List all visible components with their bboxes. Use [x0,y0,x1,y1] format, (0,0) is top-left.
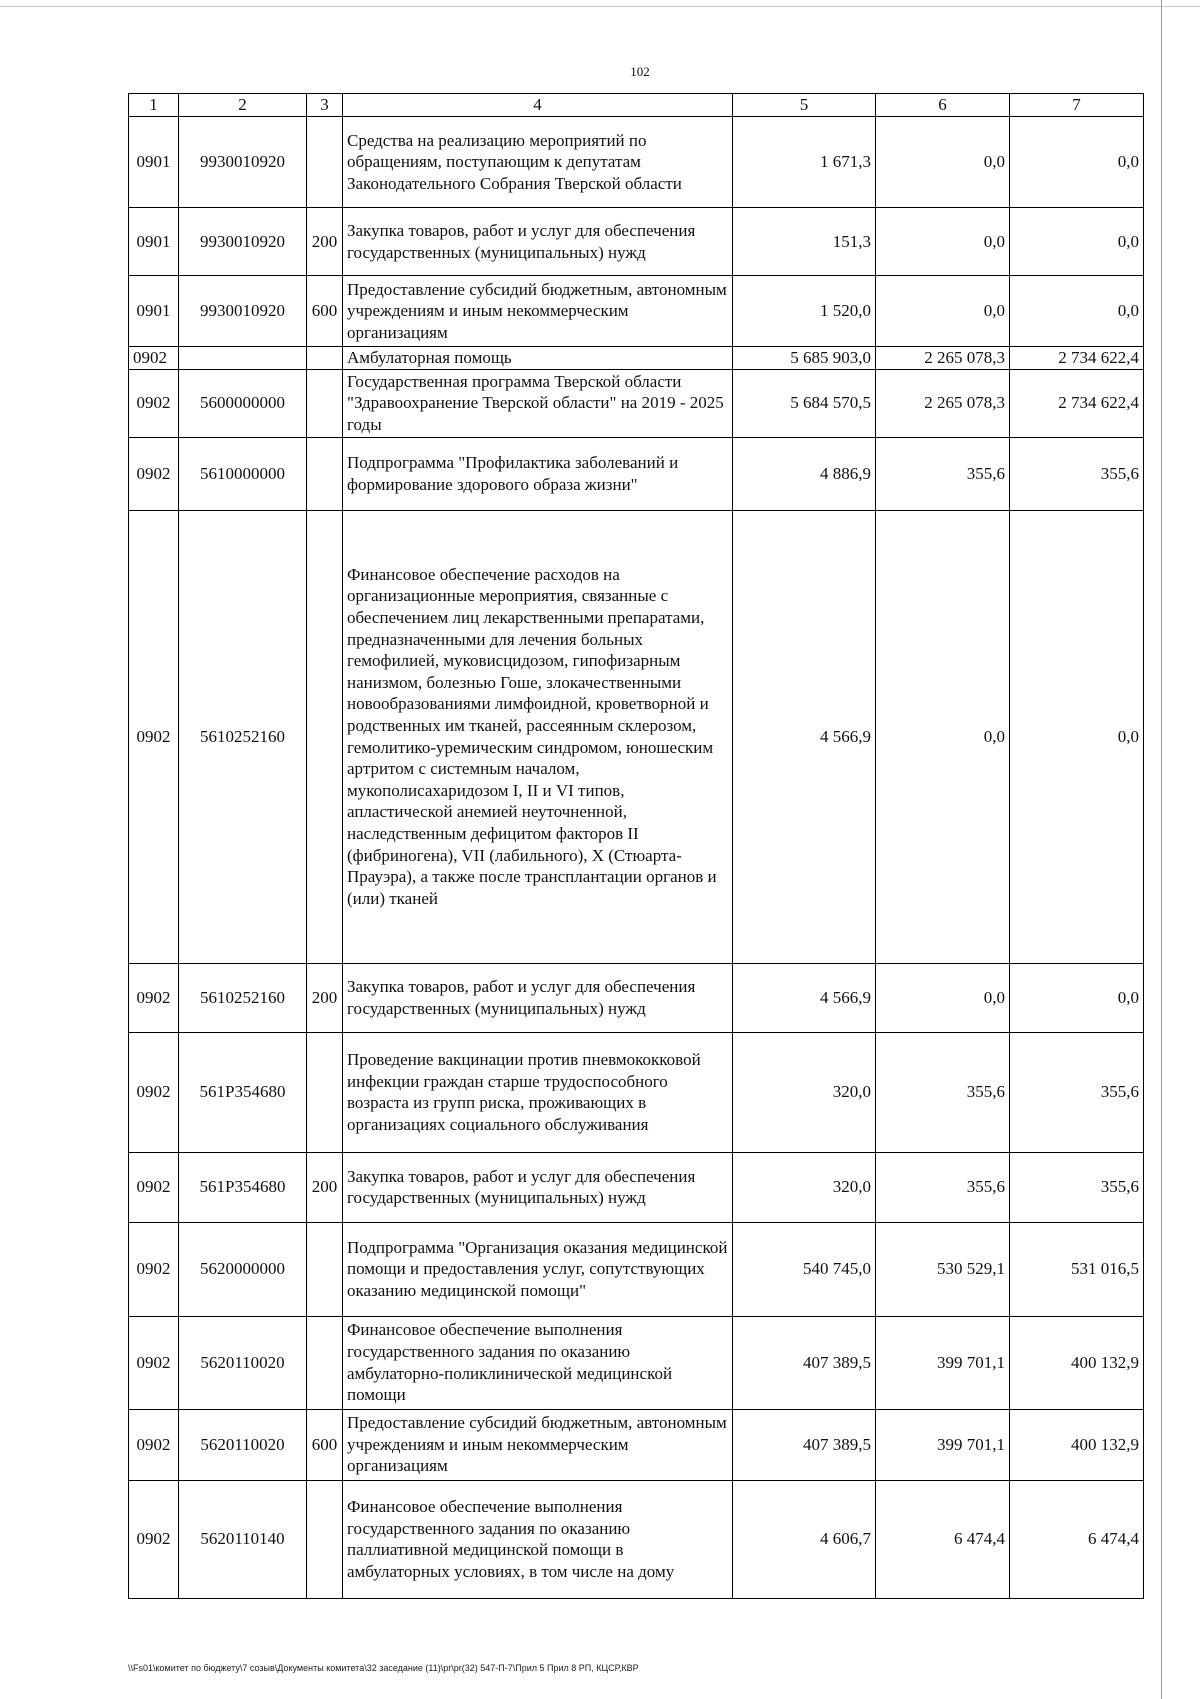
amount-col-7: 355,6 [1010,437,1144,510]
table-row [129,347,1144,370]
amount-col-7: 6 474,4 [1010,1480,1144,1598]
amount-col-5: 5 685 903,0 [733,347,876,370]
amount-col-7: 0,0 [1010,510,1144,963]
amount-col-6: 355,6 [876,437,1010,510]
section-code: 0902 [129,1409,179,1480]
amount-col-6: 0,0 [876,276,1010,347]
target-code: 9930010920 [179,117,307,208]
row-description: Средства на реализацию мероприятий по обращениям, поступающим к депутатам Законодательного Собрания Тверской области [343,117,733,208]
row-description: Предоставление субсидий бюджетным, автономным учреждениям и иным некоммерческим организациям [343,1409,733,1480]
expense-type-code [307,347,343,370]
table-row [129,208,1144,276]
target-code: 561P354680 [179,1152,307,1222]
amount-col-5: 407 389,5 [733,1409,876,1480]
row-description: Подпрограмма "Профилактика заболеваний и формирование здорового образа жизни" [343,437,733,510]
target-code: 9930010920 [179,276,307,347]
target-code: 5620110140 [179,1480,307,1598]
target-code: 5610000000 [179,437,307,510]
header-col-2: 2 [179,94,307,117]
expense-type-code: 200 [307,208,343,276]
amount-col-7: 0,0 [1010,963,1144,1032]
amount-col-6: 0,0 [876,510,1010,963]
section-code: 0902 [129,510,179,963]
section-code: 0902 [129,1480,179,1598]
amount-col-6: 0,0 [876,117,1010,208]
amount-col-6: 0,0 [876,208,1010,276]
header-col-7: 7 [1010,94,1144,117]
table-row [129,437,1144,510]
section-code: 0902 [129,437,179,510]
amount-col-7: 2 734 622,4 [1010,369,1144,437]
budget-table [128,93,1144,1599]
table-row [129,510,1144,963]
amount-col-5: 320,0 [733,1152,876,1222]
table-row [129,1480,1144,1598]
amount-col-7: 400 132,9 [1010,1316,1144,1409]
section-code: 0902 [129,1222,179,1316]
expense-type-code: 600 [307,1409,343,1480]
target-code: 5620110020 [179,1409,307,1480]
expense-type-code [307,1316,343,1409]
section-code: 0901 [129,117,179,208]
amount-col-5: 4 886,9 [733,437,876,510]
row-description: Закупка товаров, работ и услуг для обеспечения государственных (муниципальных) нужд [343,963,733,1032]
amount-col-5: 407 389,5 [733,1316,876,1409]
header-col-3: 3 [307,94,343,117]
expense-type-code: 200 [307,1152,343,1222]
expense-type-code [307,510,343,963]
table-row [129,369,1144,437]
target-code: 5620110020 [179,1316,307,1409]
table-row [129,276,1144,347]
page-number: 102 [630,64,650,79]
amount-col-7: 0,0 [1010,276,1144,347]
row-description: Проведение вакцинации против пневмококковой инфекции граждан старше трудоспособного возраста из групп риска, проживающих в организациях социального обслуживания [343,1032,733,1152]
row-description: Государственная программа Тверской области "Здравоохранение Тверской области" на 2019 - 2025 годы [343,369,733,437]
section-code: 0902 [129,347,179,370]
amount-col-6: 399 701,1 [876,1316,1010,1409]
expense-type-code [307,437,343,510]
section-code: 0902 [129,1316,179,1409]
table-row [129,1032,1144,1152]
target-code [179,347,307,370]
expense-type-code: 600 [307,276,343,347]
amount-col-5: 5 684 570,5 [733,369,876,437]
row-description: Финансовое обеспечение выполнения государственного задания по оказанию амбулаторно-поликлинической медицинской помощи [343,1316,733,1409]
expense-type-code [307,1032,343,1152]
row-description: Подпрограмма "Организация оказания медицинской помощи и предоставления услуг, сопутствующих оказанию медицинской помощи" [343,1222,733,1316]
scan-edge-right [1161,0,1162,1699]
header-row [129,94,1144,117]
amount-col-5: 1 520,0 [733,276,876,347]
row-description: Предоставление субсидий бюджетным, автономным учреждениям и иным некоммерческим организациям [343,276,733,347]
amount-col-7: 355,6 [1010,1152,1144,1222]
amount-col-5: 320,0 [733,1032,876,1152]
amount-col-5: 151,3 [733,208,876,276]
scan-edge-top [0,6,1200,7]
amount-col-7: 0,0 [1010,208,1144,276]
target-code: 5600000000 [179,369,307,437]
amount-col-5: 4 566,9 [733,963,876,1032]
amount-col-7: 2 734 622,4 [1010,347,1144,370]
header-col-5: 5 [733,94,876,117]
target-code: 5620000000 [179,1222,307,1316]
amount-col-6: 6 474,4 [876,1480,1010,1598]
target-code: 561P354680 [179,1032,307,1152]
table-row [129,1316,1144,1409]
expense-type-code: 200 [307,963,343,1032]
amount-col-5: 4 606,7 [733,1480,876,1598]
target-code: 9930010920 [179,208,307,276]
table-row [129,1152,1144,1222]
section-code: 0902 [129,1152,179,1222]
table-row [129,963,1144,1032]
amount-col-5: 1 671,3 [733,117,876,208]
row-description: Закупка товаров, работ и услуг для обеспечения государственных (муниципальных) нужд [343,1152,733,1222]
amount-col-7: 0,0 [1010,117,1144,208]
expense-type-code [307,117,343,208]
amount-col-5: 540 745,0 [733,1222,876,1316]
amount-col-7: 400 132,9 [1010,1409,1144,1480]
row-description: Амбулаторная помощь [343,347,733,370]
amount-col-7: 355,6 [1010,1032,1144,1152]
row-description: Финансовое обеспечение выполнения государственного задания по оказанию паллиативной медицинской помощи в амбулаторных условиях, в том числе на дому [343,1480,733,1598]
row-description: Финансовое обеспечение расходов на организационные мероприятия, связанные с обеспечением лиц лекарственными препаратами, предназначенными для лечения больных гемофилией, муковисцидозом, гипофизарным нанизмом, болезнью Гоше, злокачественными новообразованиями лимфоидной, кроветворной и родственных им тканей, рассеянным склерозом, гемолитико-уремическим синдромом, юношеским артритом с системным началом, мукополисахаридозом I, II и VI типов, апластической анемией неуточненной, наследственным дефицитом факторов II (фибриногена), VII (лабильного), X (Стюарта-Прауэра), а также после трансплантации органов и (или) тканей [343,510,733,963]
table-row [129,1409,1144,1480]
target-code: 5610252160 [179,510,307,963]
table-row [129,1222,1144,1316]
amount-col-6: 0,0 [876,963,1010,1032]
amount-col-6: 355,6 [876,1032,1010,1152]
section-code: 0902 [129,369,179,437]
header-col-1: 1 [129,94,179,117]
section-code: 0902 [129,1032,179,1152]
section-code: 0902 [129,963,179,1032]
amount-col-7: 531 016,5 [1010,1222,1144,1316]
amount-col-6: 530 529,1 [876,1222,1010,1316]
expense-type-code [307,369,343,437]
section-code: 0901 [129,208,179,276]
row-description: Закупка товаров, работ и услуг для обеспечения государственных (муниципальных) нужд [343,208,733,276]
amount-col-6: 399 701,1 [876,1409,1010,1480]
amount-col-6: 2 265 078,3 [876,347,1010,370]
expense-type-code [307,1480,343,1598]
amount-col-5: 4 566,9 [733,510,876,963]
amount-col-6: 355,6 [876,1152,1010,1222]
section-code: 0901 [129,276,179,347]
header-col-4: 4 [343,94,733,117]
header-col-6: 6 [876,94,1010,117]
expense-type-code [307,1222,343,1316]
target-code: 5610252160 [179,963,307,1032]
amount-col-6: 2 265 078,3 [876,369,1010,437]
footer-file-path: \\Fs01\комитет по бюджету\7 созыв\Документы комитета\32 заседание (11)\pr\pr(32) 547-П-7\Прил 5 Прил 8 РП, КЦСР,КВР [128,1663,639,1673]
table-row [129,117,1144,208]
